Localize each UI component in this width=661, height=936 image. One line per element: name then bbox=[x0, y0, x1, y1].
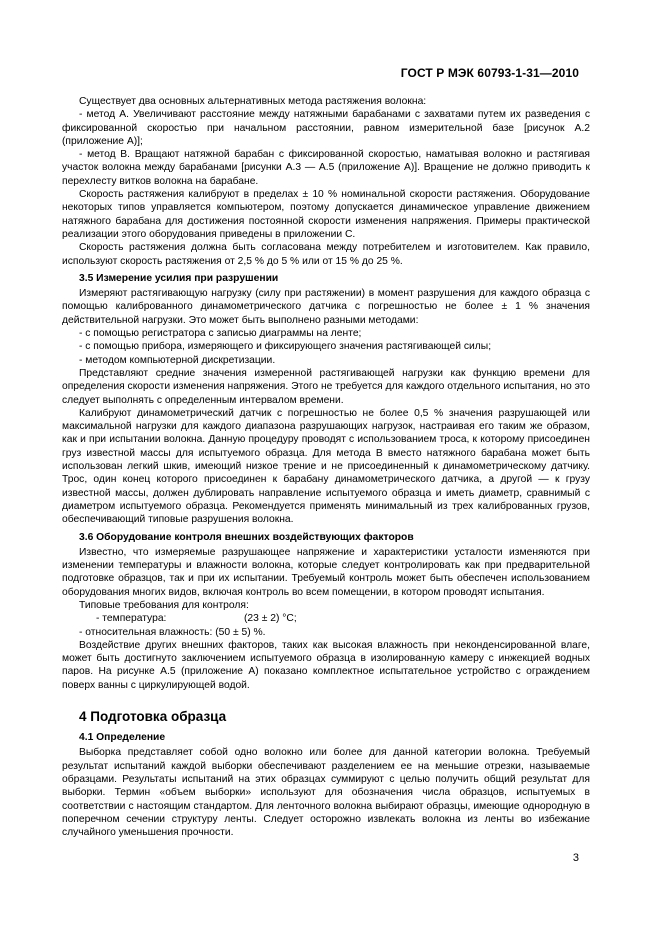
paragraph: Воздействие других внешних факторов, таких как высокая влажность при неконденсированной влаге, может быть достигнуто заключением испытуемого образца в изолированную камеру с инжекцией водных паров. На рисунке А.5 (приложение А) показано комплектное испытательное устройство с ограждением поверх ванны с циркулирующей водой. bbox=[62, 639, 590, 691]
section-heading-3-6: 3.6 Оборудование контроля внешних воздействующих факторов bbox=[79, 531, 414, 543]
list-item-value: (23 ± 2) °С; bbox=[244, 613, 297, 625]
list-item: - метод А. Увеличивают расстояние между натяжными барабанами с захватами путем их разведения с фиксированной скоростью при начальном расстоянии, равном измерительной базе [рисунок А.2 (приложение А)]; bbox=[62, 109, 590, 147]
paragraph: Известно, что измеряемые разрушающее напряжение и характеристики усталости изменяются при изменении температуры и влажности волокна, которые следует контролировать как при предварительной подготовке образцов, так и при их испытании. Требуемый контроль может быть обеспечен использованием оборудования многих видов, включая контроль во всем помещении, в котором проводят испытания. bbox=[62, 546, 590, 598]
list-item: - методом компьютерной дискретизации. bbox=[79, 354, 276, 366]
paragraph: Измеряют растягивающую нагрузку (силу при растяжении) в момент разрушения для каждого образца с помощью калиброванного динамометрического датчика с погрешностью не более ± 1 % значения действительной нагрузки. Это может быть выполнено разными методами: bbox=[62, 288, 590, 326]
page-content bbox=[62, 95, 590, 839]
list-item-label: - температура: bbox=[96, 613, 167, 625]
list-item: - с помощью прибора, измеряющего и фиксирующего значения растягивающей силы; bbox=[79, 341, 492, 353]
list-item bbox=[62, 612, 590, 625]
list-item: - с помощью регистратора с записью диаграммы на ленте; bbox=[79, 328, 362, 340]
paragraph: Типовые требования для контроля: bbox=[79, 599, 249, 611]
paragraph: Калибруют динамометрический датчик с погрешностью не более 0,5 % значения разрушающей или максимальной нагрузки для каждого диапазона разрушающих нагрузок, настраивая его таким же образом, как и при испытании волокна. Данную процедуру проводят с использованием троса, к которому присоединен груз известной массы для испытуемого образца. Для метода В вместо натяжного барабана может быть использован легкий шкив, имеющий низкое трение и не присоединенный к динамометрическому датчику. Трос, один конец которого присоединен к барабану динамометрического датчика, а другой — к грузу известной массы, должен дублировать направление испытуемого образца и иметь диаметр, сравнимый с диаметром испытуемого образца. Рекомендуется применять минимальный из трех калиброванных грузов, обеспечивающий типовые разрушения волокна. bbox=[62, 407, 590, 526]
paragraph: Представляют средние значения измеренной растягивающей нагрузки как функцию времени для определения скорости изменения напряжения. Этого не требуется для каждого отдельного испытания, но это следует выполнять с определенным интервалом времени. bbox=[62, 367, 590, 406]
paragraph: Выборка представляет собой одно волокно или более для данной категории волокна. Требуемый результат испытаний каждой выборки обеспечивают разделением ее на меньшие отрезки, называемые образцами. Результаты испытаний на этих образцах суммируют с целью получить общий результат для выборки. Термин «объем выборки» используют для обозначения числа образцов, испытуемых в соответствии с настоящим стандартом. Для ленточного волокна выбирают образцы, имеющие однородную в поперечном сечении структуру ленты. Следует осторожно извлекать волокна из ленты во избежание случайного уменьшения прочности. bbox=[62, 747, 590, 839]
paragraph: Скорость растяжения калибруют в пределах ± 10 % номинальной скорости растяжения. Оборудование некоторых типов управляется компьютером, поэтому допускается динамическое управление движением натяжного барабана для достижения постоянной скорости изменения напряжения. Примеры практической реализации этого оборудования приведены в приложении С. bbox=[62, 189, 590, 240]
paragraph: Скорость растяжения должна быть согласована между потребителем и изготовителем. Как правило, используют скорость растяжения от 2,5 % до 5 % или от 15 % до 25 %. bbox=[62, 242, 590, 267]
list-item: - метод В. Вращают натяжной барабан с фиксированной скоростью, наматывая волокно и растягивая участок волокна между барабанами [рисунки А.3 — А.5 (приложение А)]. Вращение не должно приводить к перехлесту витков волокна на барабане. bbox=[62, 149, 590, 187]
chapter-heading-4: 4 Подготовка образца bbox=[79, 709, 227, 725]
paragraph: Существует два основных альтернативных метода растяжения волокна: bbox=[79, 96, 427, 107]
section-heading-3-5: 3.5 Измерение усилия при разрушении bbox=[79, 272, 279, 284]
list-item: - относительная влажность: (50 ± 5) %. bbox=[79, 626, 266, 638]
page-header: ГОСТ Р МЭК 60793-1-31—2010 bbox=[400, 66, 579, 80]
section-heading-4-1: 4.1 Определение bbox=[79, 732, 166, 744]
page-number: 3 bbox=[572, 852, 579, 864]
